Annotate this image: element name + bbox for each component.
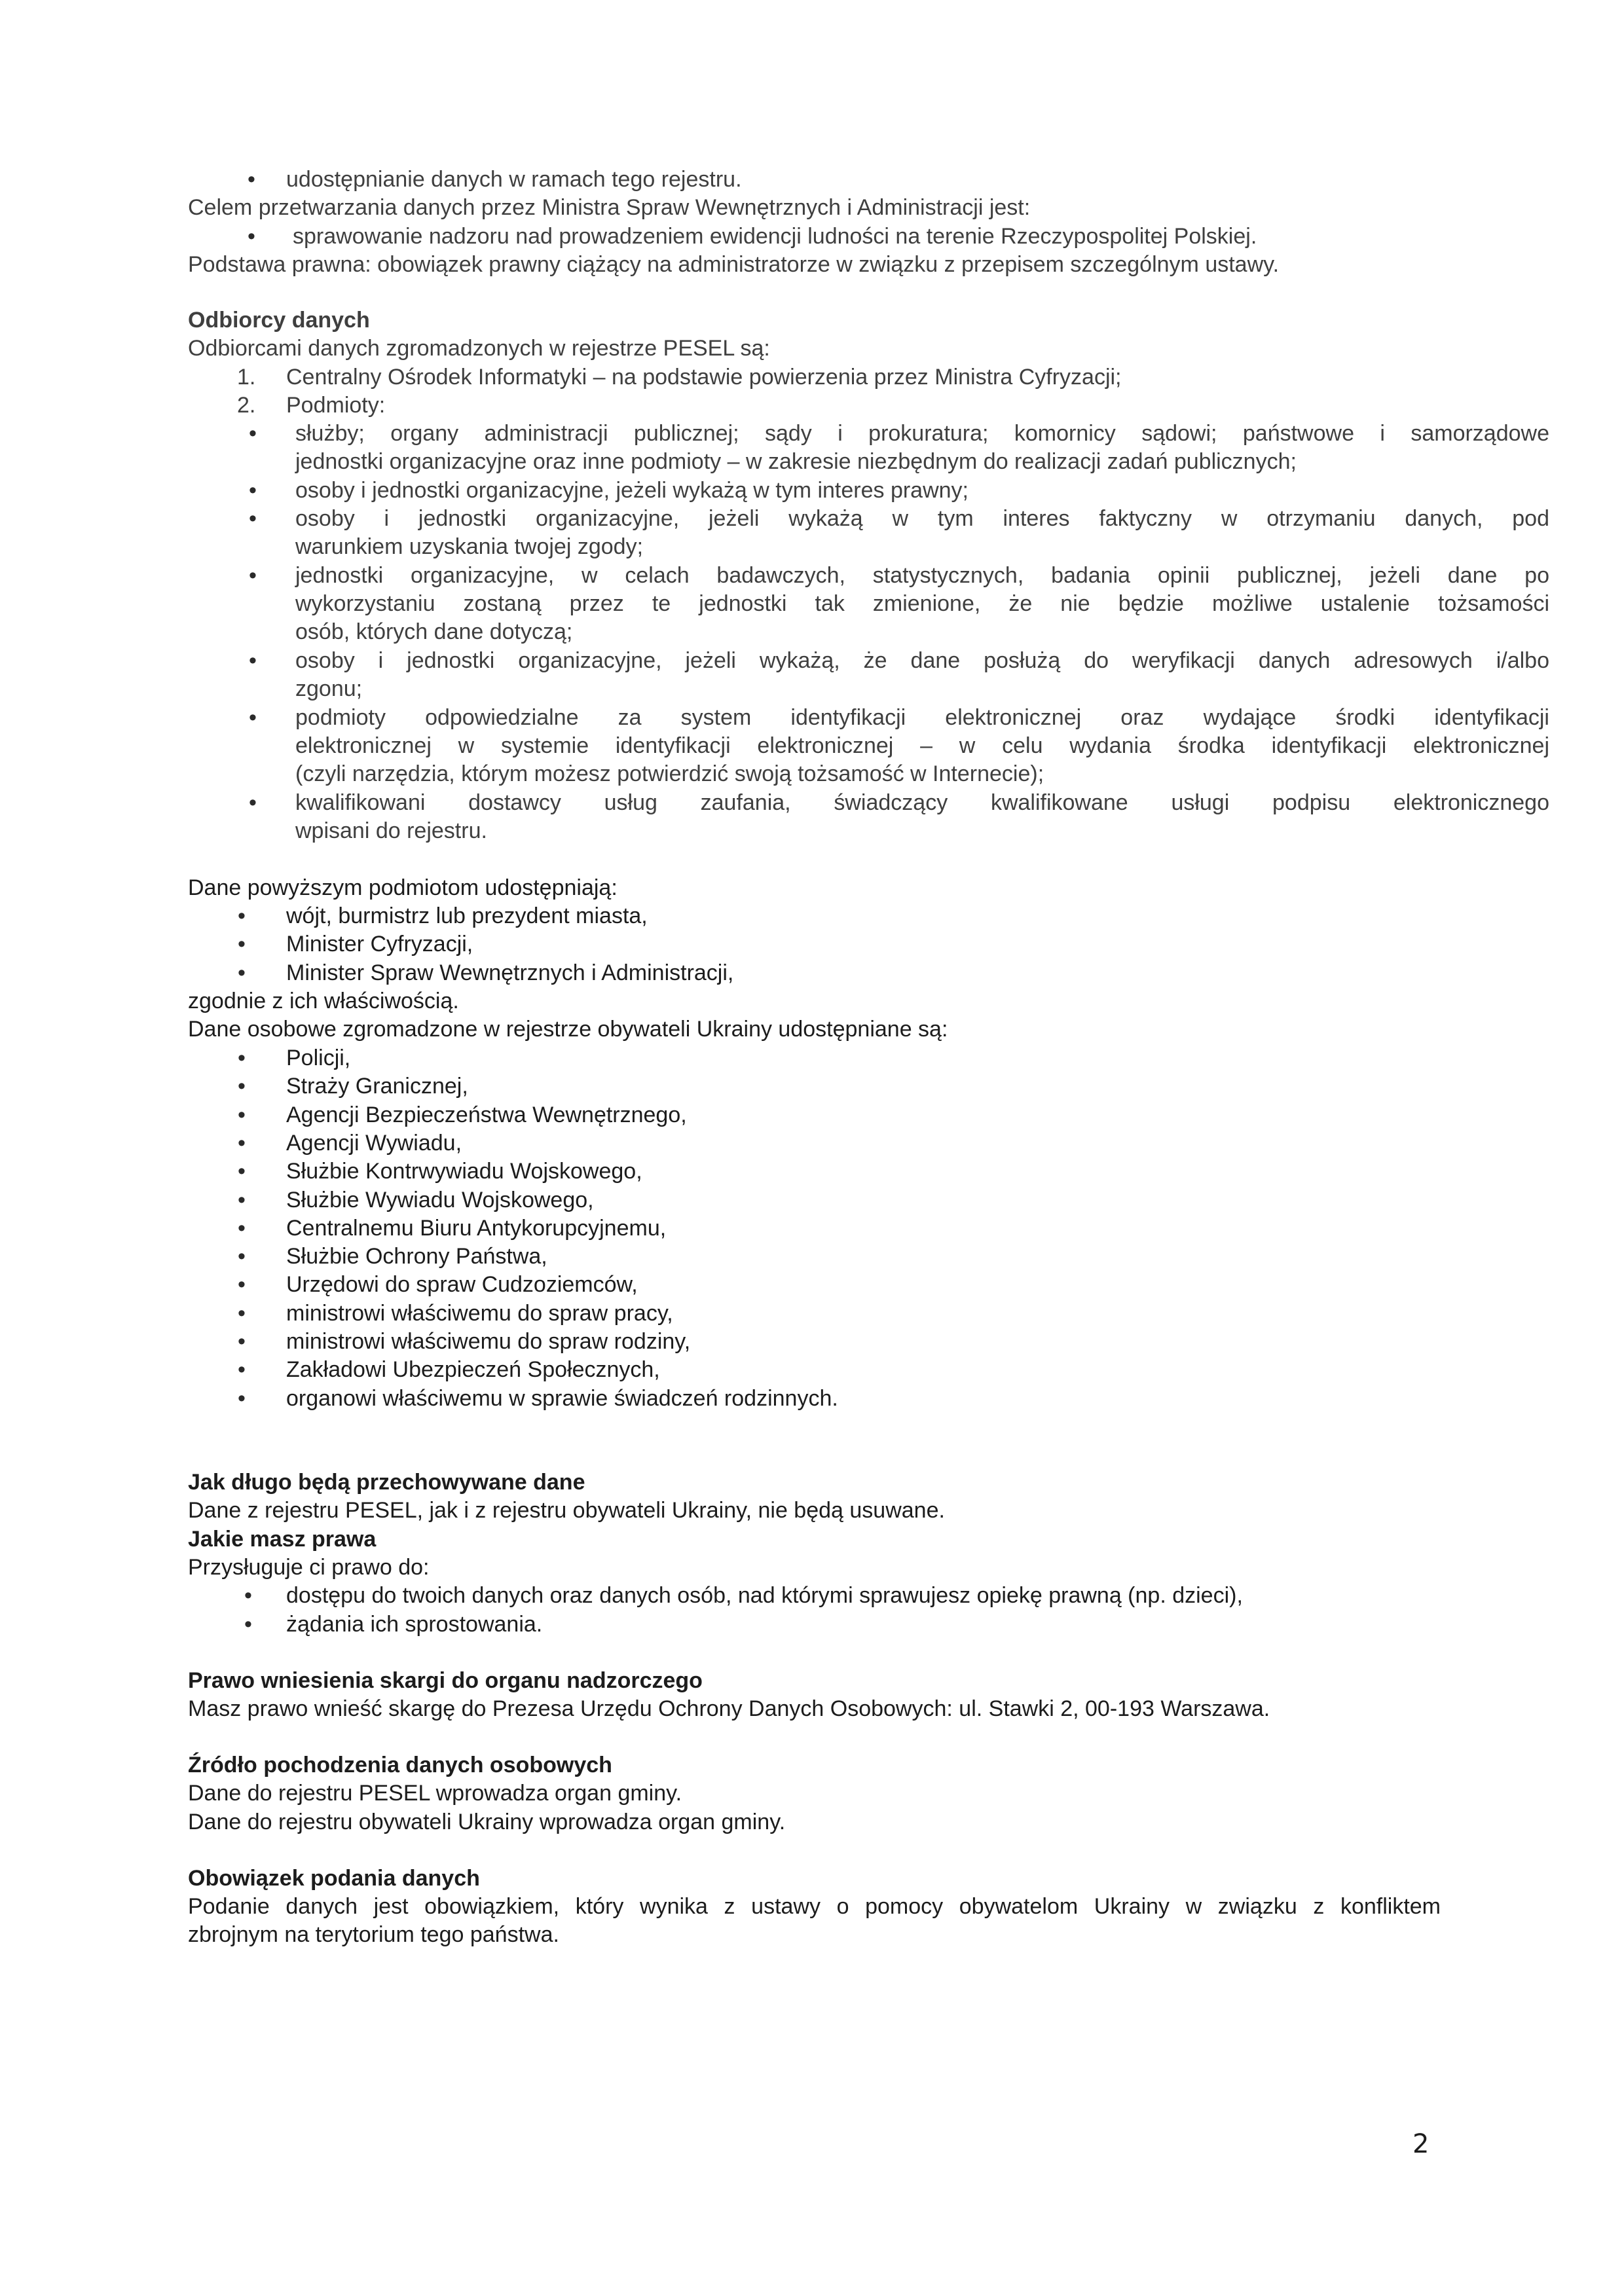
bullet-icon [238,1300,246,1328]
paragraph-cont: zbrojnym na terytorium tego państwa. [188,1922,559,1947]
bullet-icon [238,1328,246,1356]
list-item: służby; organy administracji publicznej; sądy i prokuratura; komornicy sądowi; państwowe i samorządowe [295,421,1549,446]
list-item: Agencji Bezpieczeństwa Wewnętrznego, [286,1102,687,1127]
bullet-icon [238,959,246,987]
bullet-icon [249,789,257,817]
list-item: Minister Cyfryzacji, [286,932,473,957]
list-item: dostępu do twoich danych oraz danych osób, nad którymi sprawujesz opiekę prawną (np. dzieci), [286,1583,1243,1608]
list-item: udostępnianie danych w ramach tego rejestru. [286,167,742,192]
list-number: 2. [237,393,256,418]
list-number: 1. [237,365,256,390]
bullet-icon [249,562,257,590]
list-item: Służbie Ochrony Państwa, [286,1244,547,1269]
bullet-icon [238,930,246,958]
bullet-icon [238,1356,246,1384]
list-item-cont: zgonu; [295,676,363,701]
bullet-icon [248,166,255,194]
list-item: Centralny Ośrodek Informatyki – na podstawie powierzenia przez Ministra Cyfryzacji; [286,365,1122,390]
bullet-icon [238,1271,246,1299]
bullet-icon [238,1157,246,1186]
list-item: Służbie Wywiadu Wojskowego, [286,1188,594,1212]
paragraph: Odbiorcami danych zgromadzonych w rejestrze PESEL są: [188,336,770,361]
paragraph: Dane powyższym podmiotom udostępniają: [188,875,618,900]
list-item: wójt, burmistrz lub prezydent miasta, [286,903,648,928]
list-item: Policji, [286,1046,351,1070]
bullet-icon [238,1214,246,1243]
list-item-cont: osób, których dane dotyczą; [295,619,573,644]
list-item: Agencji Wywiadu, [286,1131,462,1156]
bullet-icon [244,1611,252,1639]
list-item-cont: wpisani do rejestru. [295,818,487,843]
list-item: kwalifikowani dostawcy usług zaufania, świadczący kwalifikowane usługi podpisu elektronicznego [295,790,1549,815]
list-item: ministrowi właściwemu do spraw rodziny, [286,1329,691,1354]
list-item-cont: (czyli narzędzia, którym możesz potwierdzić swoją tożsamość w Internecie); [295,761,1044,786]
bullet-icon [249,704,257,732]
list-item: organowi właściwemu w sprawie świadczeń rodzinnych. [286,1386,838,1411]
paragraph: Masz prawo wnieść skargę do Prezesa Urzędu Ochrony Danych Osobowych: ul. Stawki 2, 00-193 Warszawa. [188,1696,1270,1721]
section-heading: Prawo wniesienia skargi do organu nadzorczego [188,1668,703,1693]
list-item-cont: wykorzystaniu zostaną przez te jednostki tak zmienione, że nie będzie możliwe ustalenie tożsamości [295,591,1549,616]
list-item: Minister Spraw Wewnętrznych i Administracji, [286,960,734,985]
bullet-icon [249,505,257,533]
list-item: żądania ich sprostowania. [286,1612,543,1637]
bullet-icon [244,1582,252,1610]
list-item: osoby i jednostki organizacyjne, jeżeli wykażą w tym interes prawny; [295,478,969,503]
bullet-icon [238,1072,246,1101]
page-number: 2 [1412,2129,1430,2159]
paragraph: zgodnie z ich właściwością. [188,989,459,1013]
list-item: Podmioty: [286,393,386,418]
paragraph: Dane do rejestru obywateli Ukrainy wprowadza organ gminy. [188,1810,786,1834]
list-item: Zakładowi Ubezpieczeń Społecznych, [286,1357,660,1382]
paragraph: Celem przetwarzania danych przez Ministra Spraw Wewnętrznych i Administracji jest: [188,195,1031,220]
bullet-icon [248,223,255,251]
bullet-icon [238,1044,246,1072]
paragraph: Dane do rejestru PESEL wprowadza organ gminy. [188,1781,682,1806]
list-item: podmioty odpowiedzialne za system identyfikacji elektronicznej oraz wydające środki identyfikacji [295,705,1549,730]
list-item: sprawowanie nadzoru nad prowadzeniem ewidencji ludności na terenie Rzeczypospolitej Polskiej. [293,224,1257,249]
list-item: jednostki organizacyjne, w celach badawczych, statystycznych, badania opinii publicznej, jeżeli dane po [295,563,1549,588]
section-heading: Obowiązek podania danych [188,1866,480,1891]
bullet-icon [238,902,246,930]
bullet-icon [238,1101,246,1129]
list-item: Służbie Kontrwywiadu Wojskowego, [286,1159,642,1184]
bullet-icon [238,1385,246,1413]
bullet-icon [249,420,257,448]
list-item-cont: jednostki organizacyjne oraz inne podmioty – w zakresie niezbędnym do realizacji zadań publicznych; [295,449,1297,474]
bullet-icon [238,1243,246,1271]
list-item: ministrowi właściwemu do spraw pracy, [286,1301,673,1326]
section-heading: Jak długo będą przechowywane dane [188,1470,585,1495]
list-item: osoby i jednostki organizacyjne, jeżeli wykażą w tym interes faktyczny w otrzymaniu danych, pod [295,506,1549,531]
bullet-icon [249,477,257,505]
paragraph: Dane osobowe zgromadzone w rejestrze obywateli Ukrainy udostępniane są: [188,1017,948,1042]
list-item: Urzędowi do spraw Cudzoziemców, [286,1272,638,1297]
paragraph: Podanie danych jest obowiązkiem, który wynika z ustawy o pomocy obywatelom Ukrainy w związku z konfliktem [188,1894,1441,1919]
list-item-cont: elektronicznej w systemie identyfikacji elektronicznej – w celu wydania środka identyfikacji elektronicznej [295,733,1549,758]
bullet-icon [249,647,257,675]
bullet-icon [238,1129,246,1157]
paragraph: Przysługuje ci prawo do: [188,1555,430,1580]
list-item-cont: warunkiem uzyskania twojej zgody; [295,534,644,559]
paragraph: Dane z rejestru PESEL, jak i z rejestru obywateli Ukrainy, nie będą usuwane. [188,1498,945,1523]
section-heading: Odbiorcy danych [188,308,370,333]
section-heading: Źródło pochodzenia danych osobowych [188,1753,612,1777]
list-item: osoby i jednostki organizacyjne, jeżeli wykażą, że dane posłużą do weryfikacji danych adresowych i/albo [295,648,1549,673]
legal-basis: Podstawa prawna: obowiązek prawny ciążący na administratorze w związku z przepisem szczególnym ustawy. [188,252,1280,277]
bullet-icon [238,1186,246,1214]
list-item: Straży Granicznej, [286,1074,468,1099]
list-item: Centralnemu Biuru Antykorupcyjnemu, [286,1216,667,1241]
section-heading: Jakie masz prawa [188,1527,377,1552]
